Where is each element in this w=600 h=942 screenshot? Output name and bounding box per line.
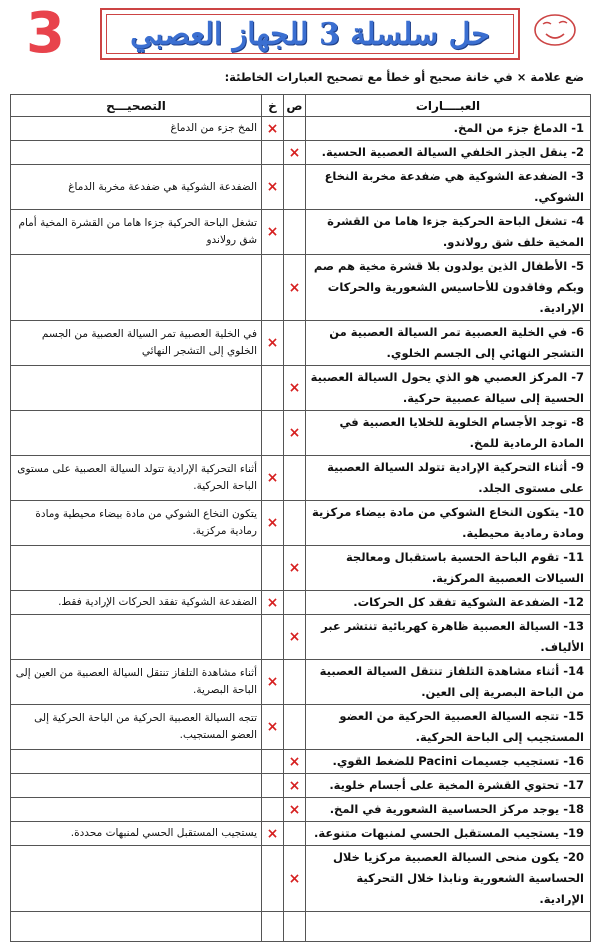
statement-cell: 18- يوجد مركز الحساسية الشعورية في المخ. — [306, 798, 591, 822]
true-mark-cell — [284, 165, 306, 210]
false-mark-cell: × — [262, 501, 284, 546]
statement-cell: 12- الضفدعة الشوكية تفقد كل الحركات. — [306, 591, 591, 615]
false-mark-cell — [262, 774, 284, 798]
statement-cell: 20- يكون منحى السيالة العصبية مركزيا خلال الحساسية الشعورية ونابذا خلال التحركية الإرادية. — [306, 846, 591, 912]
false-mark-cell: × — [262, 456, 284, 501]
table-row — [11, 660, 591, 705]
statement-cell: 1- الدماغ جزء من المخ. — [306, 117, 591, 141]
table-row — [11, 615, 591, 660]
true-mark-cell — [284, 660, 306, 705]
correction-cell — [11, 798, 262, 822]
title-inner-frame — [106, 14, 514, 54]
false-mark-cell — [262, 546, 284, 591]
empty-row — [11, 912, 591, 942]
true-mark-cell: × — [284, 141, 306, 165]
statement-cell: 4- تشغل الباحة الحركية جزءا هاما من القشرة المخية خلف شق رولاندو. — [306, 210, 591, 255]
statement-cell: 7- المركز العصبي هو الذي يحول السيالة العصبية الحسية إلى سيالة عصبية حركية. — [306, 366, 591, 411]
correction-cell — [11, 546, 262, 591]
false-mark-cell — [262, 846, 284, 912]
false-mark-cell — [262, 750, 284, 774]
false-mark-cell — [262, 411, 284, 456]
correction-cell: تشغل الباحة الحركية جزءا هاما من القشرة المخية أمام شق رولاندو — [11, 210, 262, 255]
header-correction: التصحيـــح — [11, 95, 262, 117]
header-true: ص — [284, 95, 306, 117]
true-mark-cell — [284, 456, 306, 501]
true-mark-cell: × — [284, 615, 306, 660]
correction-cell: أثناء مشاهدة التلفاز تنتقل السيالة العصبية من العين إلى الباحة البصرية. — [11, 660, 262, 705]
table-row — [11, 798, 591, 822]
table-row — [11, 411, 591, 456]
page-title: حل سلسلة 3 للجهاز العصبي — [130, 16, 490, 52]
table-row — [11, 117, 591, 141]
true-mark-cell — [284, 822, 306, 846]
answers-table — [10, 94, 591, 942]
statement-cell: 3- الضفدعة الشوكية هي ضفدعة مخربة النخاع الشوكي. — [306, 165, 591, 210]
table-row — [11, 141, 591, 165]
false-mark-cell — [262, 615, 284, 660]
correction-cell — [11, 411, 262, 456]
false-mark-cell: × — [262, 210, 284, 255]
instruction-text: ضع علامة × في خانة صحيح أو خطأ مع تصحيح العبارات الخاطئة: — [224, 70, 584, 84]
empty-cell — [11, 912, 262, 942]
header-statements: العبــــارات — [306, 95, 591, 117]
correction-cell: يتكون النخاع الشوكي من مادة بيضاء محيطية ومادة رمادية مركزية. — [11, 501, 262, 546]
statement-cell: 19- يستجيب المستقبل الحسي لمنبهات متنوعة. — [306, 822, 591, 846]
correction-cell — [11, 774, 262, 798]
true-mark-cell: × — [284, 411, 306, 456]
correction-cell: الضفدعة الشوكية تفقد الحركات الإرادية فقط. — [11, 591, 262, 615]
table-row — [11, 705, 591, 750]
correction-cell — [11, 846, 262, 912]
empty-cell — [262, 912, 284, 942]
false-mark-cell: × — [262, 822, 284, 846]
false-mark-cell: × — [262, 321, 284, 366]
table-row — [11, 501, 591, 546]
empty-cell — [284, 912, 306, 942]
correction-cell: تتجه السيالة العصبية الحركية من الباحة الحركية إلى العضو المستجيب. — [11, 705, 262, 750]
correction-cell — [11, 750, 262, 774]
false-mark-cell: × — [262, 165, 284, 210]
true-mark-cell — [284, 321, 306, 366]
table-row — [11, 456, 591, 501]
table-row — [11, 591, 591, 615]
page-header — [0, 0, 600, 70]
statement-cell: 5- الأطفال الذين يولدون بلا قشرة مخية هم صم وبكم وفاقدون للأحاسيس الشعورية والحركات الإرادية. — [306, 255, 591, 321]
table-row — [11, 750, 591, 774]
series-number: 3 — [26, 1, 65, 66]
table-row — [11, 210, 591, 255]
correction-cell: في الخلية العصبية تمر السيالة العصبية من الجسم الخلوي إلى التشجر النهائي — [11, 321, 262, 366]
statement-cell: 9- أثناء التحركية الإرادية تتولد السيالة العصبية على مستوى الجلد. — [306, 456, 591, 501]
true-mark-cell: × — [284, 750, 306, 774]
table-row — [11, 255, 591, 321]
false-mark-cell — [262, 141, 284, 165]
true-mark-cell: × — [284, 774, 306, 798]
correction-cell: المخ جزء من الدماغ — [11, 117, 262, 141]
statement-cell: 8- توجد الأجسام الخلوية للخلايا العصبية في المادة الرمادية للمخ. — [306, 411, 591, 456]
true-mark-cell — [284, 501, 306, 546]
correction-cell — [11, 255, 262, 321]
statement-cell: 15- تتجه السيالة العصبية الحركية من العضو المستجيب إلى الباحة الحركية. — [306, 705, 591, 750]
header-false: خ — [262, 95, 284, 117]
table-row — [11, 366, 591, 411]
correction-cell — [11, 615, 262, 660]
statement-cell: 2- ينقل الجذر الخلفي السيالة العصبية الحسية. — [306, 141, 591, 165]
statement-cell: 14- أثناء مشاهدة التلفاز تنتقل السيالة العصبية من الباحة البصرية إلى العين. — [306, 660, 591, 705]
true-mark-cell: × — [284, 846, 306, 912]
true-mark-cell — [284, 117, 306, 141]
empty-cell — [306, 912, 591, 942]
correction-cell: الضفدعة الشوكية هي ضفدعة مخربة الدماغ — [11, 165, 262, 210]
correction-cell: أثناء التحركية الإرادية تتولد السيالة العصبية على مستوى الباحة الحركية. — [11, 456, 262, 501]
table-row — [11, 846, 591, 912]
false-mark-cell: × — [262, 705, 284, 750]
table-row — [11, 546, 591, 591]
correction-cell — [11, 141, 262, 165]
table-row — [11, 822, 591, 846]
true-mark-cell — [284, 210, 306, 255]
correction-cell: يستجيب المستقبل الحسي لمنبهات محددة. — [11, 822, 262, 846]
table-header-row — [11, 95, 591, 117]
statement-cell: 17- تحتوي القشرة المخية على أجسام خلوية. — [306, 774, 591, 798]
statement-cell: 13- السيالة العصبية ظاهرة كهربائية تنتشر عبر الألياف. — [306, 615, 591, 660]
true-mark-cell: × — [284, 546, 306, 591]
smiley-icon — [533, 12, 577, 48]
false-mark-cell — [262, 366, 284, 411]
table-row — [11, 321, 591, 366]
statement-cell: 6- في الخلية العصبية تمر السيالة العصبية من التشجر النهائي إلى الجسم الخلوي. — [306, 321, 591, 366]
statement-cell: 16- تستجيب جسيمات Pacini للضغط القوي. — [306, 750, 591, 774]
false-mark-cell — [262, 798, 284, 822]
true-mark-cell: × — [284, 366, 306, 411]
false-mark-cell — [262, 255, 284, 321]
table-row — [11, 165, 591, 210]
statement-cell: 10- يتكون النخاع الشوكي من مادة بيضاء مركزية ومادة رمادية محيطية. — [306, 501, 591, 546]
correction-cell — [11, 366, 262, 411]
true-mark-cell — [284, 705, 306, 750]
table-row — [11, 774, 591, 798]
true-mark-cell: × — [284, 255, 306, 321]
false-mark-cell: × — [262, 591, 284, 615]
false-mark-cell: × — [262, 117, 284, 141]
title-frame — [100, 8, 520, 60]
true-mark-cell — [284, 591, 306, 615]
true-mark-cell: × — [284, 798, 306, 822]
false-mark-cell: × — [262, 660, 284, 705]
statement-cell: 11- تقوم الباحة الحسية باستقبال ومعالجة السيالات العصبية المركزية. — [306, 546, 591, 591]
